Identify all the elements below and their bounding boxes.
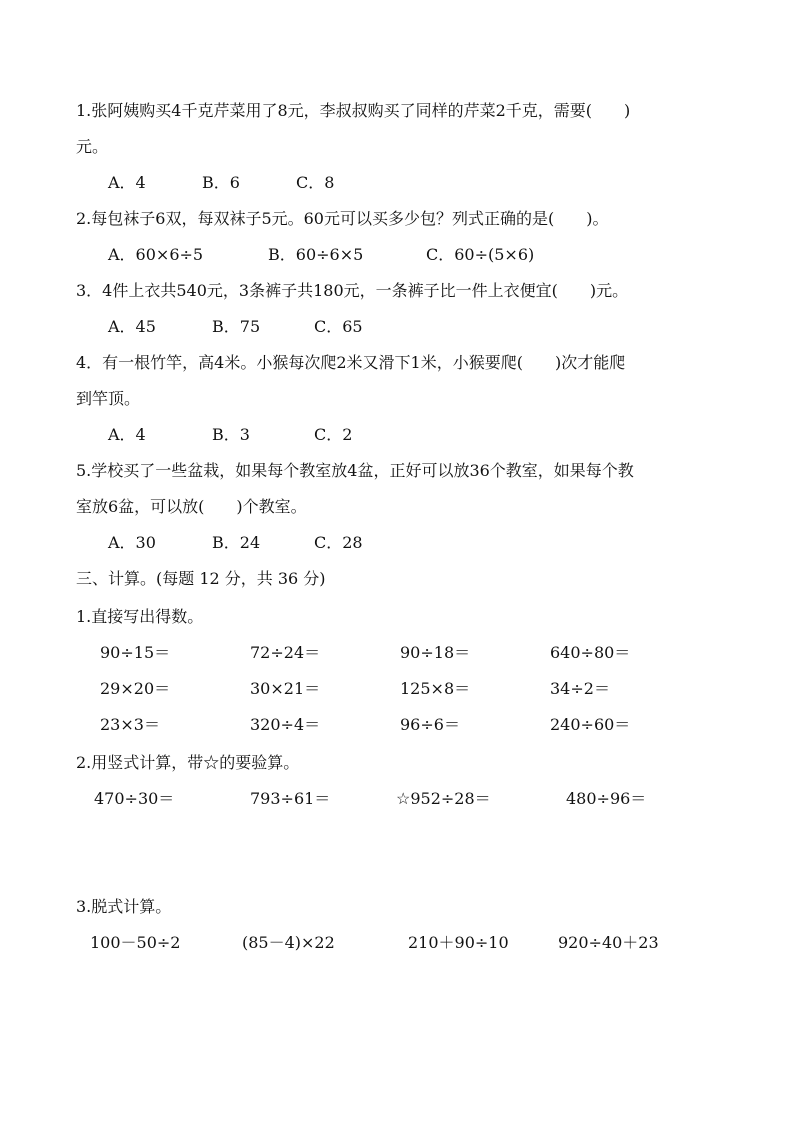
part-2-title: 2.用竖式计算，带☆的要验算。 — [76, 753, 300, 772]
option-b: B．24 — [212, 533, 261, 552]
question-3-options — [108, 316, 508, 338]
option-a: A．60×6÷5 — [108, 245, 204, 264]
option-a: A．45 — [108, 317, 156, 336]
vertical-calc-row — [94, 788, 734, 810]
stepwise-problem: 210＋90÷10 — [408, 933, 509, 952]
question-1-options — [108, 172, 508, 194]
oral-problem: 90÷18＝ — [400, 643, 471, 662]
vertical-problem: 480÷96＝ — [566, 789, 647, 808]
option-c: C．2 — [314, 425, 353, 444]
option-c: C．8 — [296, 173, 335, 192]
question-5-line-2: 室放6盆，可以放( )个教室。 — [76, 497, 307, 516]
oral-problem: 96÷6＝ — [400, 715, 460, 734]
oral-problem: 34÷2＝ — [550, 679, 610, 698]
option-a: A．30 — [108, 533, 156, 552]
stepwise-problem: 100－50÷2 — [90, 933, 181, 952]
vertical-problem: 793÷61＝ — [250, 789, 331, 808]
oral-row-1 — [100, 642, 720, 664]
option-b: B．3 — [212, 425, 250, 444]
oral-row-3 — [100, 714, 720, 736]
question-5-line-1: 5.学校买了一些盆栽，如果每个教室放4盆，正好可以放36个教室，如果每个教 — [76, 461, 634, 480]
section-heading: 三、计算。(每题 12 分，共 36 分) — [76, 569, 326, 588]
part-1-title: 1.直接写出得数。 — [76, 607, 204, 626]
option-b: B．75 — [212, 317, 261, 336]
option-c: C．65 — [314, 317, 363, 336]
oral-problem: 320÷4＝ — [250, 715, 321, 734]
oral-problem: 72÷24＝ — [250, 643, 321, 662]
question-2-line-1: 2.每包袜子6双，每双袜子5元。60元可以买多少包？列式正确的是( )。 — [76, 209, 609, 228]
vertical-problem: ☆952÷28＝ — [396, 789, 491, 808]
option-b: B．60÷6×5 — [268, 245, 364, 264]
oral-row-2 — [100, 678, 720, 700]
question-3-line-1: 3．4件上衣共540元，3条裤子共180元，一条裤子比一件上衣便宜( )元。 — [76, 281, 629, 300]
oral-problem: 29×20＝ — [100, 679, 171, 698]
option-a: A．4 — [108, 173, 146, 192]
question-4-line-1: 4．有一根竹竿，高4米。小猴每次爬2米又滑下1米，小猴要爬( )次才能爬 — [76, 353, 626, 372]
oral-problem: 640÷80＝ — [550, 643, 631, 662]
stepwise-problem: 920÷40＋23 — [558, 933, 659, 952]
oral-problem: 30×21＝ — [250, 679, 321, 698]
part-3-title: 3.脱式计算。 — [76, 897, 172, 916]
oral-problem: 125×8＝ — [400, 679, 471, 698]
option-a: A．4 — [108, 425, 146, 444]
option-b: B．6 — [202, 173, 240, 192]
question-2-options — [108, 244, 608, 266]
question-5-options — [108, 532, 508, 554]
stepwise-problem: (85－4)×22 — [242, 933, 335, 952]
question-4-options — [108, 424, 508, 446]
question-4-line-2: 到竿顶。 — [76, 389, 141, 408]
vertical-problem: 470÷30＝ — [94, 789, 175, 808]
oral-problem: 240÷60＝ — [550, 715, 631, 734]
oral-problem: 23×3＝ — [100, 715, 160, 734]
option-c: C．28 — [314, 533, 363, 552]
question-1-line-1: 1.张阿姨购买4千克芹菜用了8元，李叔叔购买了同样的芹菜2千克，需要( ) — [76, 101, 631, 120]
oral-problem: 90÷15＝ — [100, 643, 171, 662]
stepwise-calc-row — [90, 932, 730, 954]
option-c: C．60÷(5×6) — [426, 245, 535, 264]
question-1-line-2: 元。 — [76, 137, 109, 156]
